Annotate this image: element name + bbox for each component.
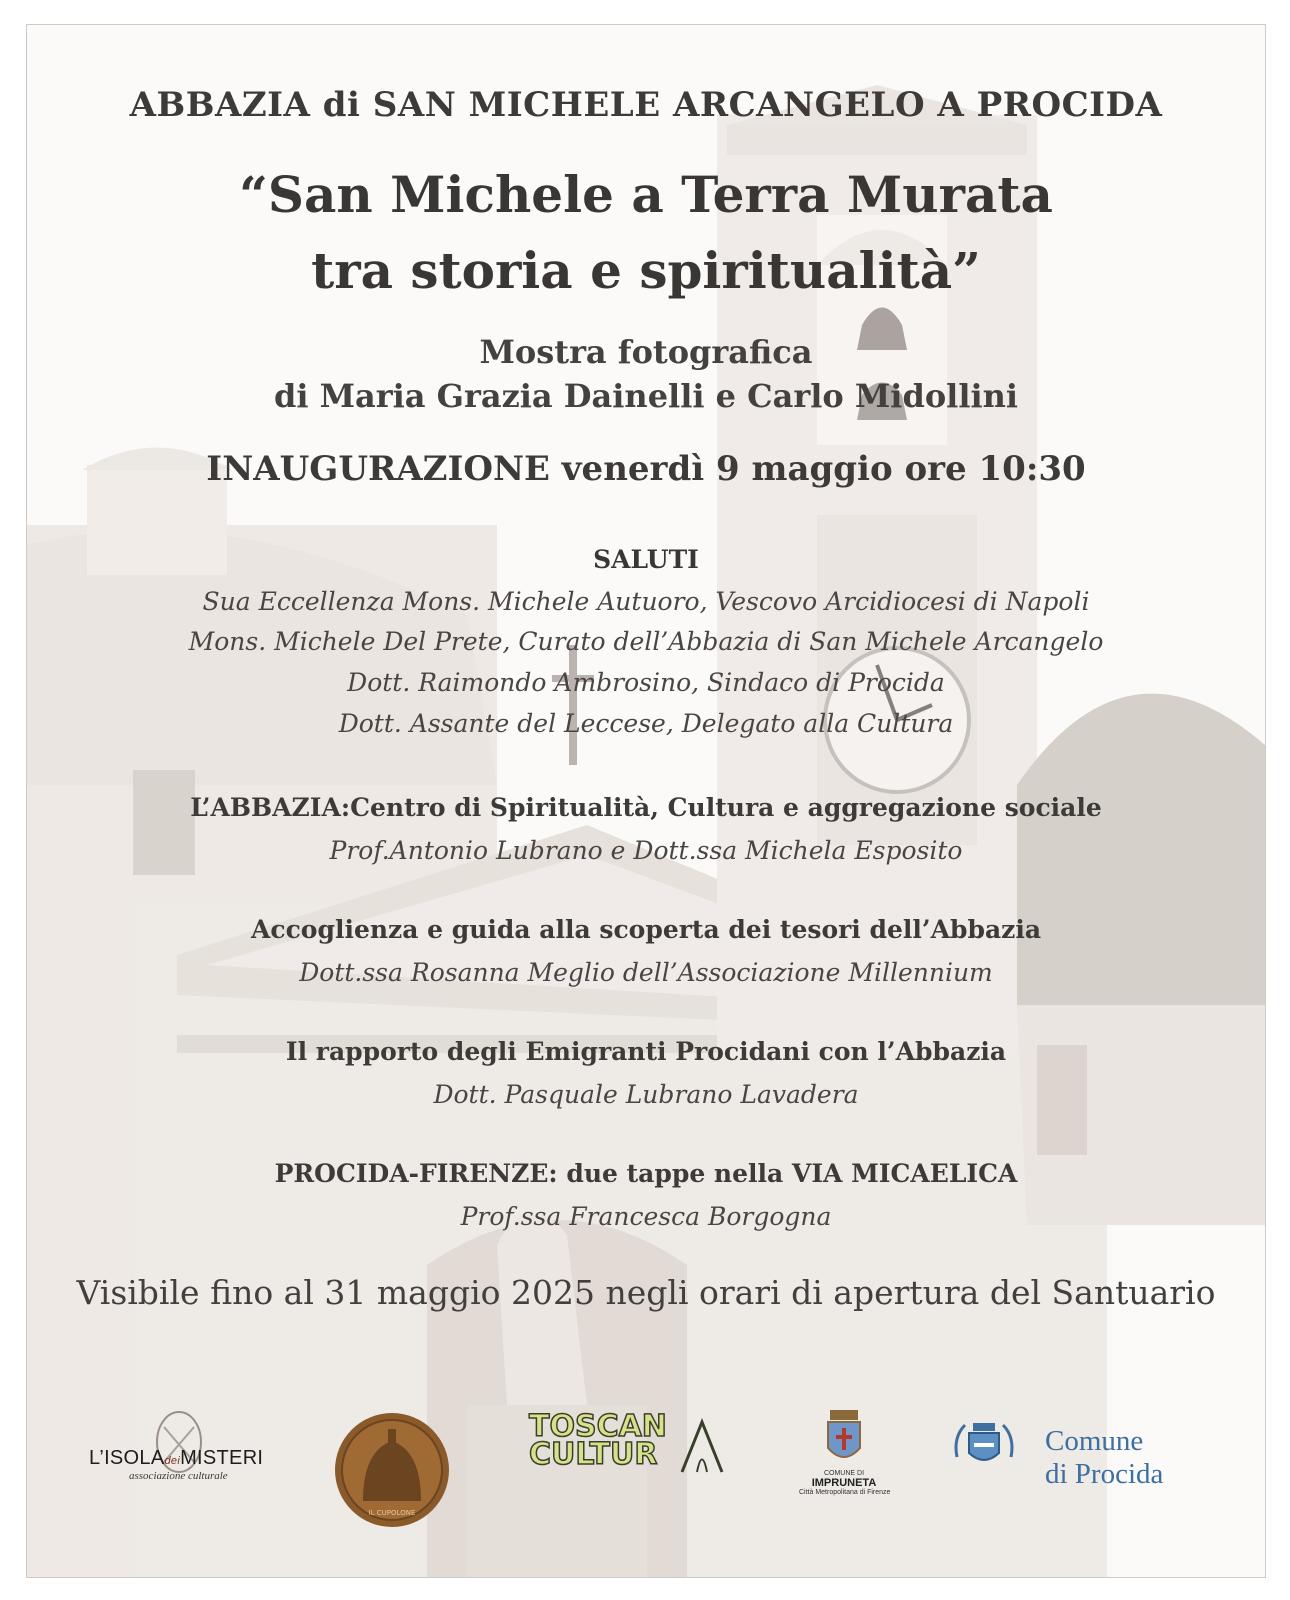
isola-dei-misteri-logo — [89, 1437, 279, 1497]
procida-crest-icon — [949, 1417, 1019, 1477]
cupolone-medal-logo — [333, 1411, 451, 1529]
section-title: L’ABBAZIA:Centro di Spiritualità, Cultura e aggregazione sociale — [190, 793, 1102, 822]
abbey-header: ABBAZIA di SAN MICHELE ARCANGELO A PROCIDA — [129, 85, 1163, 125]
impruneta-name: IMPRUNETA — [811, 1477, 877, 1489]
title-line-1: “San Michele a Terra Murata — [239, 165, 1053, 224]
inauguration-date: INAUGURAZIONE venerdì 9 maggio ore 10:30 — [206, 449, 1086, 489]
saluti-speaker: Mons. Michele Del Prete, Curato dell’Abbazia di San Michele Arcangelo — [188, 627, 1104, 656]
isola-subtitle: associazione culturale — [129, 1470, 228, 1482]
section-speaker: Prof.ssa Francesca Borgogna — [460, 1202, 832, 1231]
section-speaker: Dott. Pasquale Lubrano Lavadera — [433, 1080, 859, 1109]
section-title: Il rapporto degli Emigranti Procidani con l’Abbazia — [285, 1037, 1007, 1066]
procida-line-2: di Procida — [1045, 1458, 1164, 1490]
toscana-leaf-icon — [677, 1417, 727, 1477]
impruneta-sub: Città Metropolitana di Firenze — [799, 1489, 891, 1496]
toscana-cultura-logo — [529, 1409, 729, 1483]
comune-procida-logo — [1045, 1425, 1163, 1491]
exhibition-line-1: Mostra fotografica — [479, 333, 813, 371]
section-speaker: Prof.Antonio Lubrano e Dott.ssa Michela Esposito — [329, 836, 963, 865]
section-title: Accoglienza e guida alla scoperta dei tesori dell’Abbazia — [250, 915, 1042, 944]
saluti-speaker: Sua Eccellenza Mons. Michele Autuoro, Vescovo Arcidiocesi di Napoli — [202, 587, 1090, 616]
isola-name: L’ISOLAdeiMISTERI — [89, 1447, 264, 1469]
section-speaker: Dott.ssa Rosanna Meglio dell’Associazione Millennium — [299, 958, 993, 987]
section-title: PROCIDA-FIRENZE: due tappe nella VIA MICAELICA — [274, 1159, 1018, 1188]
saluti-heading: SALUTI — [593, 545, 699, 574]
impruneta-crest-icon — [824, 1410, 864, 1466]
toscana-line-2: CULTUR — [529, 1437, 658, 1472]
title-line-2: tra storia e spiritualità” — [311, 241, 981, 300]
toscana-line-1: TOSCAN — [529, 1409, 667, 1444]
poster — [26, 24, 1266, 1578]
medal-caption: IL CUPOLONE — [368, 1509, 416, 1517]
exhibition-line-2: di Maria Grazia Dainelli e Carlo Midollini — [273, 377, 1019, 415]
comune-impruneta-logo — [799, 1410, 889, 1510]
impruneta-label: COMUNE DI — [823, 1470, 865, 1477]
procida-line-1: Comune — [1045, 1425, 1144, 1457]
saluti-speaker: Dott. Assante del Leccese, Delegato alla Cultura — [338, 709, 954, 738]
saluti-speaker: Dott. Raimondo Ambrosino, Sindaco di Procida — [347, 668, 945, 697]
visibility-note: Visibile fino al 31 maggio 2025 negli orari di apertura del Santuario — [76, 1273, 1216, 1312]
